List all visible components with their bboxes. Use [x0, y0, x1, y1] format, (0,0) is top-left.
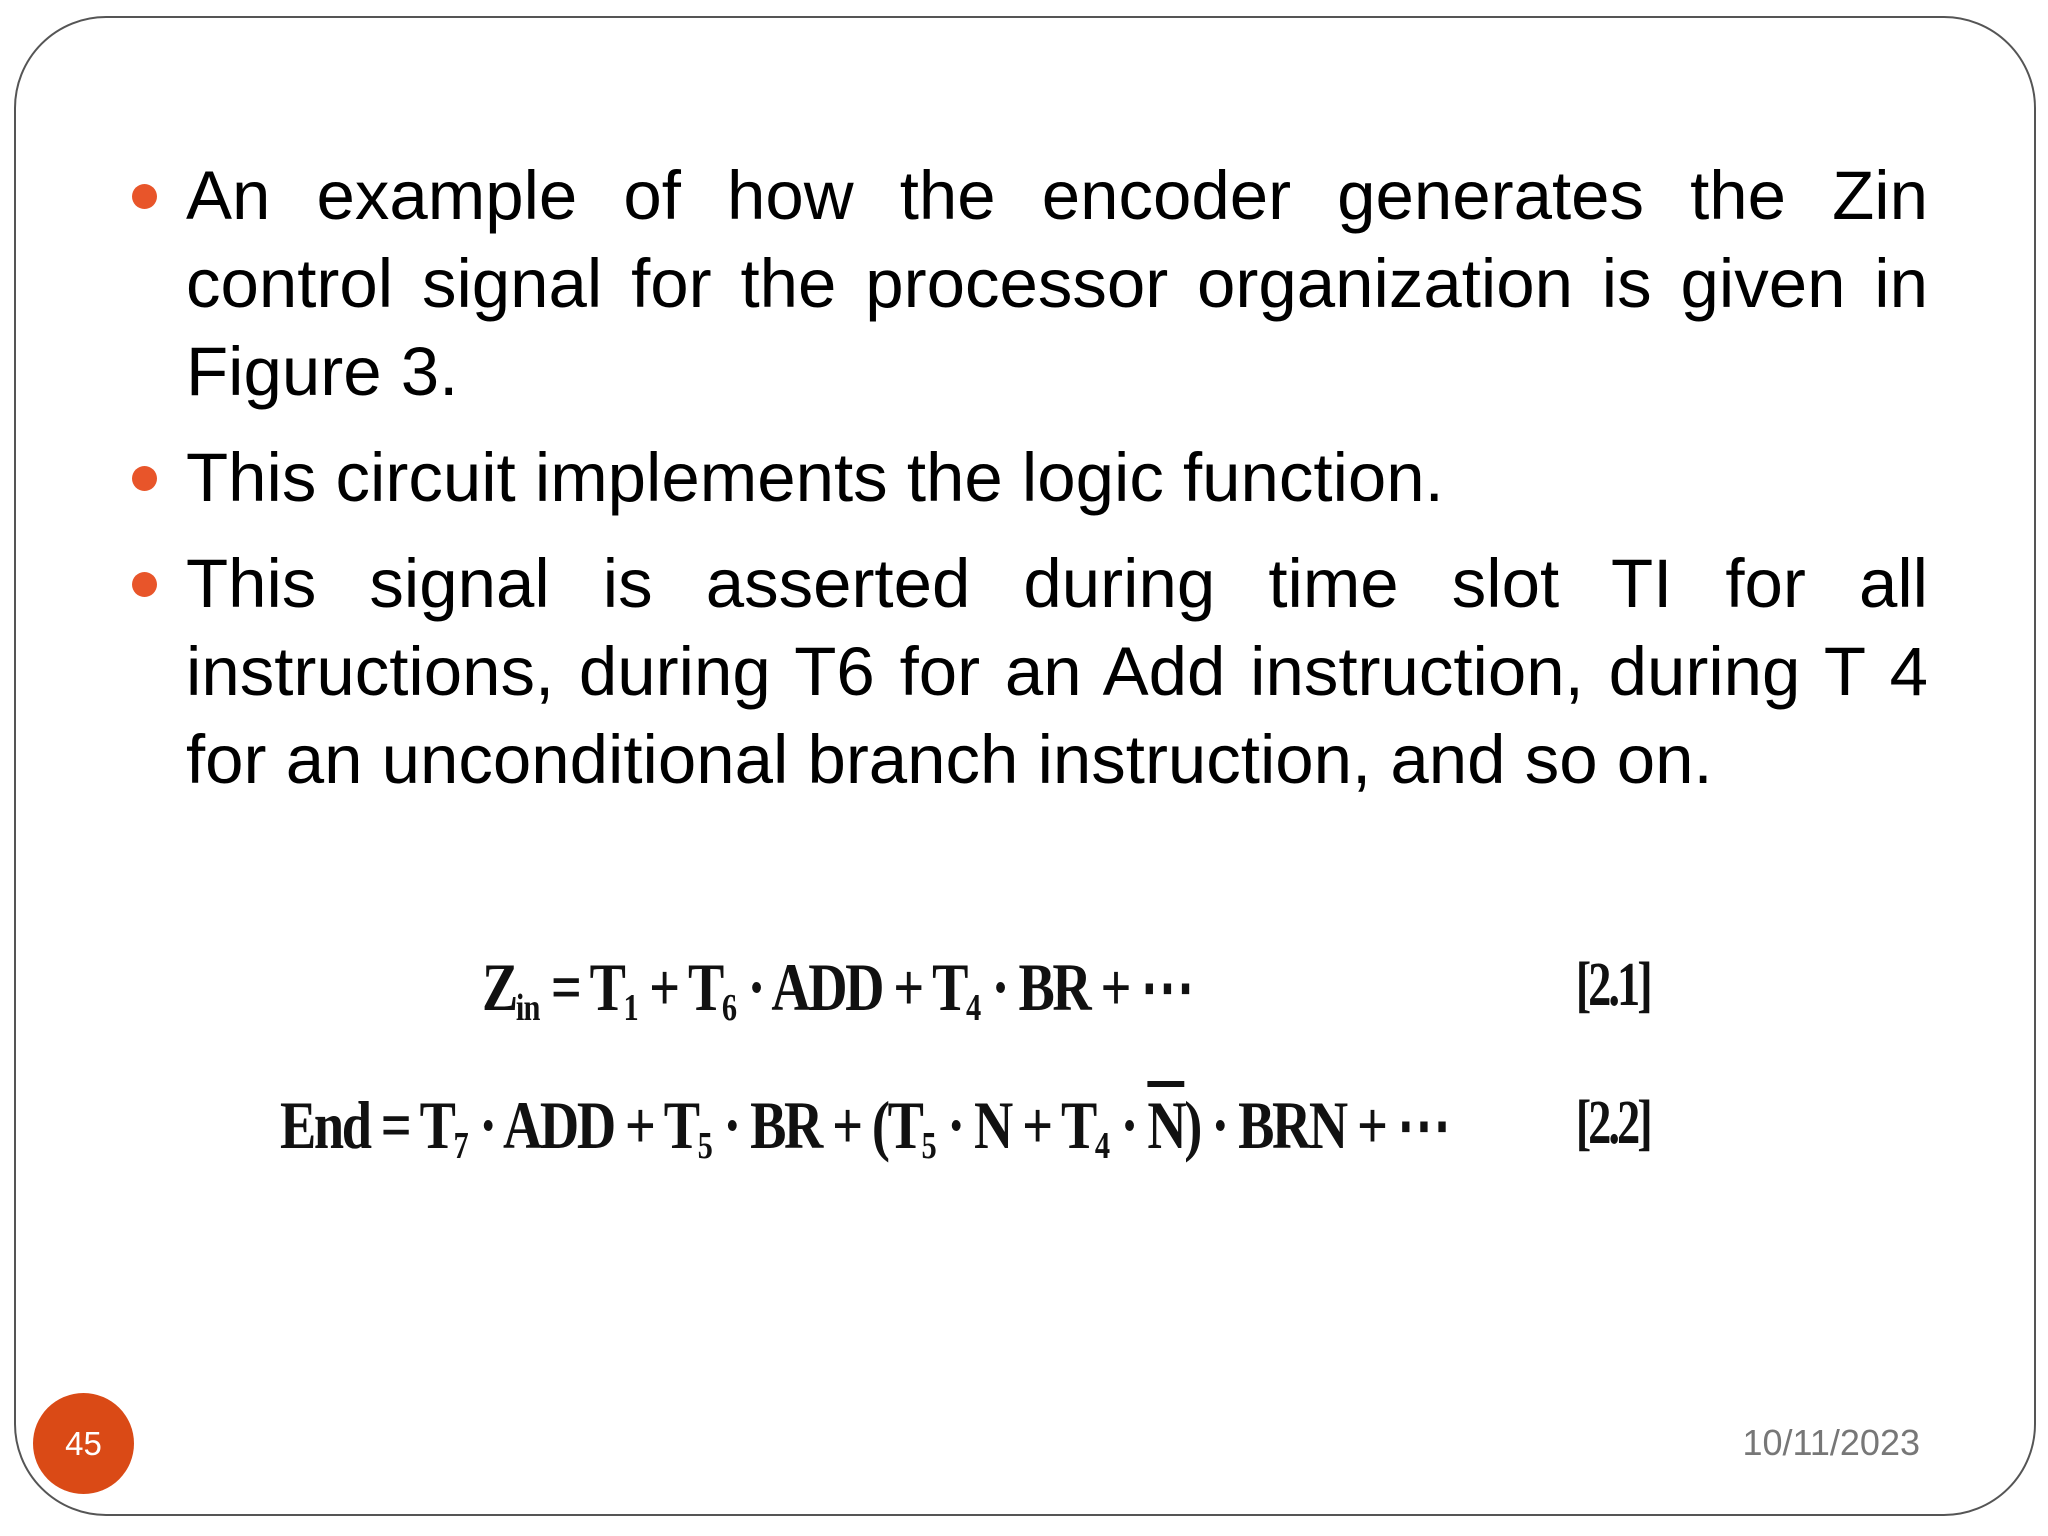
bullet-text: An example of how the encoder generates the Zin control signal for the processor organization is given in Figure 3.	[186, 157, 1928, 410]
equation-row-2-2	[260, 1068, 1660, 1178]
bullet-list	[128, 152, 1928, 822]
slide-number-badge: 45	[33, 1393, 134, 1494]
bullet-dot-icon	[132, 184, 157, 209]
equation-end: End = $T_7$ · ADD + $T_5$ · BR + $(T_5 \cdot N + T_4 \cdot \overline{N})$ · BRN + ⋯	[280, 1087, 1449, 1167]
bullet-item-logic-function	[128, 434, 1928, 522]
equation-figure	[260, 930, 1670, 1190]
bullet-item-time-slots	[128, 540, 1928, 804]
slide-date: 10/11/2023	[1742, 1422, 1920, 1463]
bullet-text: This signal is asserted during time slot TI for all instructions, during T6 for an Add instruction, during T 4 for an unconditional branch instruction, and so on.	[186, 545, 1928, 798]
equation-number: [2.2]	[1575, 1089, 1650, 1157]
bullet-text: This circuit implements the logic function.	[186, 439, 1444, 516]
equation-row-2-1	[260, 930, 1660, 1040]
bullet-item-encoder-example	[128, 152, 1928, 416]
equation-number: [2.1]	[1575, 951, 1650, 1019]
equation-zin: $Z_{in} = T_1 + T_6$ · ADD + $T_4$ · BR + ⋯	[482, 949, 1193, 1029]
bullet-dot-icon	[132, 466, 157, 491]
bullet-dot-icon	[132, 572, 157, 597]
